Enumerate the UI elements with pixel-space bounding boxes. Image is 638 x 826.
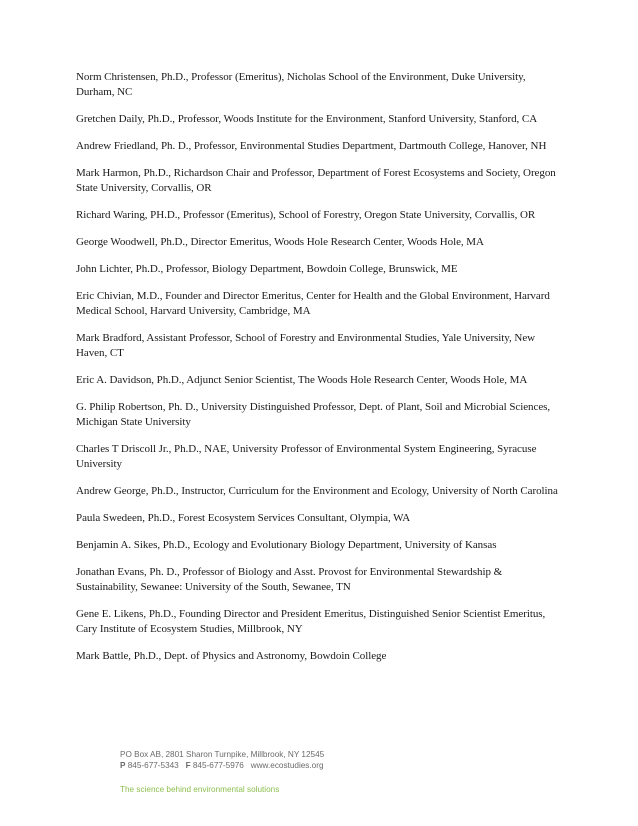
fax-number: 845-677-5976 [192, 761, 244, 770]
footer-address: PO Box AB, 2801 Sharon Turnpike, Millbrook, NY 12545 [120, 750, 325, 759]
signatory-entry: Norm Christensen, Ph.D., Professor (Emeritus), Nicholas School of the Environment, Duke University, Durham, NC [76, 71, 526, 98]
phone-label: P [120, 761, 126, 770]
signatory-entry: Paula Swedeen, Ph.D., Forest Ecosystem Services Consultant, Olympia, WA [76, 512, 411, 524]
letterhead-footer [120, 749, 324, 795]
website-link[interactable]: www.ecostudies.org [250, 761, 324, 770]
fax-label: F [185, 761, 191, 770]
signatory-entry: Gene E. Likens, Ph.D., Founding Director and President Emeritus, Distinguished Senior Scientist Emeritus, Cary Institute of Ecosystem Studies, Millbrook, NY [76, 608, 546, 635]
phone-number: 845-677-5343 [127, 761, 179, 770]
footer-tagline: The science behind environmental solutions [120, 785, 280, 794]
signatory-entry: Andrew Friedland, Ph. D., Professor, Environmental Studies Department, Dartmouth College, Hanover, NH [76, 140, 547, 152]
signatory-entry: George Woodwell, Ph.D., Director Emeritus, Woods Hole Research Center, Woods Hole, MA [76, 236, 484, 248]
signatory-entry: Jonathan Evans, Ph. D., Professor of Biology and Asst. Provost for Environmental Stewardship & Sustainability, Sewanee: University of the South, Sewanee, TN [76, 566, 503, 593]
signatory-entry: Charles T Driscoll Jr., Ph.D., NAE, University Professor of Environmental System Engineering, Syracuse University [76, 443, 537, 470]
signatory-entry: Mark Bradford, Assistant Professor, School of Forestry and Environmental Studies, Yale University, New Haven, CT [76, 332, 536, 359]
signatory-list [76, 70, 566, 676]
signatory-entry: Eric Chivian, M.D., Founder and Director Emeritus, Center for Health and the Global Environment, Harvard Medical School, Harvard University, Cambridge, MA [76, 290, 550, 317]
signatory-entry: Andrew George, Ph.D., Instructor, Curriculum for the Environment and Ecology, University of North Carolina [76, 485, 558, 497]
signatory-entry: Mark Battle, Ph.D., Dept. of Physics and Astronomy, Bowdoin College [76, 650, 387, 662]
signatory-entry: Mark Harmon, Ph.D., Richardson Chair and Professor, Department of Forest Ecosystems and Society, Oregon State University, Corvallis, OR [76, 167, 556, 194]
signatory-entry: Benjamin A. Sikes, Ph.D., Ecology and Evolutionary Biology Department, University of Kansas [76, 539, 497, 551]
signatory-entry: Eric A. Davidson, Ph.D., Adjunct Senior Scientist, The Woods Hole Research Center, Woods Hole, MA [76, 374, 528, 386]
footer-contact-line [120, 760, 324, 771]
signatory-entry: G. Philip Robertson, Ph. D., University Distinguished Professor, Dept. of Plant, Soil and Microbial Sciences, Michigan State University [76, 401, 551, 428]
signatory-entry: Richard Waring, PH.D., Professor (Emeritus), School of Forestry, Oregon State University, Corvallis, OR [76, 209, 536, 221]
signatory-entry: Gretchen Daily, Ph.D., Professor, Woods Institute for the Environment, Stanford University, Stanford, CA [76, 113, 538, 125]
signatory-entry: John Lichter, Ph.D., Professor, Biology Department, Bowdoin College, Brunswick, ME [76, 263, 458, 275]
